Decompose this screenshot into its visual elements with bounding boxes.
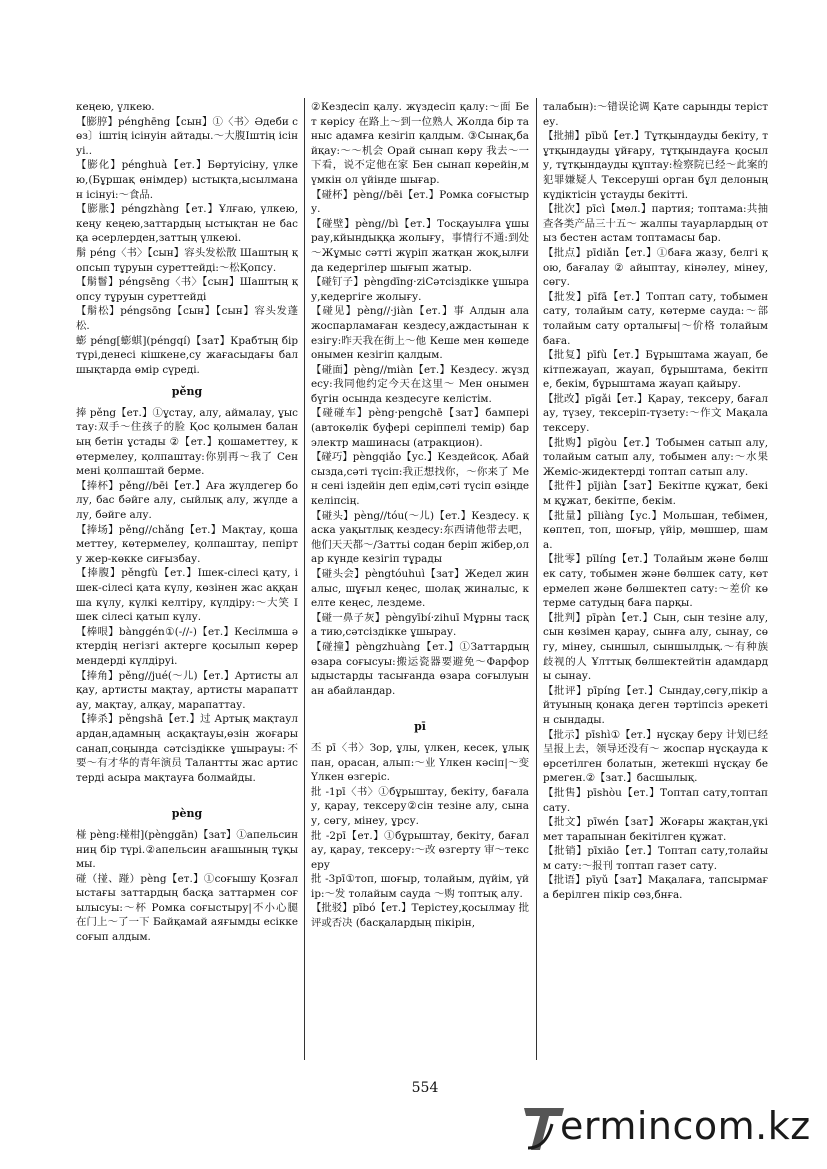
- dictionary-entry: 【碰见】pèng//·jiàn【ет.】事 Алдын ала жоспарламаған кездесу,аждастынан кезігу:昨天我在街上～他 Кеше мен көшеде онымен кезігіп қалдым.: [311, 305, 529, 362]
- dictionary-entry: 碰（掽、踫）pèng【ет.】①соғышу Қозғалыстағы заттардың басқа заттармен соғылысуы:～杯 Ромка соғыстыру|不小心腿在门上～了一下 Байқамай аяғымды есікке соғып алдым.: [76, 872, 298, 944]
- column-divider-1: [304, 98, 305, 1060]
- dictionary-entry: 【捧角】pěng//jué(～儿)【ет.】Артисты алқау, артисты мақтау, артисты марапаттау, мақтау, алқау, марапаттау.: [76, 669, 298, 711]
- dictionary-entry: 【鬅鬙】péngsēng〈书〉【сын】Шаштың қопсу тұруын суреттейді: [76, 276, 298, 303]
- termincom-logo: [522, 1098, 822, 1158]
- dictionary-entry: 捧 pěng【ет.】①ұстау, алу, аймалау, ұыстау:双手～住孩子的脸 Қос қолымен баланың бетін ұстады ②【ет.】қошаметтеу, көтермелеу, қолпаштау:你别再～我了 Сен мені қолпаштай берме.: [76, 406, 298, 478]
- dictionary-entry: 【批复】pīfù【ет.】Бұрыштама жауап, бекітпежауап, жауап, бұрыштама, бекітпе, бекім, бұрыштама жауап қайыру.: [543, 349, 768, 391]
- dictionary-entry: 【膨脝】pénghēng【сын】①〈书〉Әдеби сөз〕іштің ісінуін айтады.～大腹Іштің ісінуі..: [76, 115, 298, 157]
- dictionary-entry: 【碰杯】pèng//bēi【ет.】Ромка соғыстыру.: [311, 188, 529, 216]
- column-1: [76, 100, 298, 1050]
- column-3: [543, 100, 768, 1060]
- page-number: 554: [411, 1080, 439, 1096]
- dictionary-entry: 批 -2pī【ет.】①бұрыштау, бекіту, бағалау, қарау, тексеру:～改 өзгерту 审～тексеру: [311, 829, 529, 871]
- dictionary-entry: 【碰钉子】pèngdīng·ziСәтсіздікке ұшырау,кедергіге жолығу.: [311, 276, 529, 303]
- dictionary-entry: 【批语】pīyǔ【зат】Мақалаға, тапсырмаға берілген пікір сөз,бнға.: [543, 874, 768, 902]
- section-heading: pèng: [171, 807, 203, 821]
- dictionary-entry: 【膨胀】péngzhàng【ет.】Ұлғаю, үлкею, кеңу кеңею,заттардың ыстықтан не басқа әсерлерден,заттың үлкеюі.: [76, 203, 298, 245]
- dictionary-entry: 【批文】pīwén【зат】Жоғары жақтан,үкімет тарапынан бекітілген құжат.: [543, 816, 768, 843]
- dictionary-entry: 【批零】pīlíng【ет.】Толайым және бөлшек сату, тобымен және бөлшек сату, көтермелеп және бөлшектеп сату:～差价 көтерме сатудың баға парқы.: [543, 553, 768, 610]
- dictionary-entry: 【批改】pīgǎi【ет.】Қарау, тексеру, бағалау, түзеу, тексеріп-түзету:～作文 Мақала тексеру.: [543, 392, 768, 435]
- dictionary-entry: 批 -1pī〈书〉①бұрыштау, бекіту, бағалау, қарау, тексеру②сін тезіне алу, сынау, сөгу, мінеу, ұрсу.: [311, 785, 529, 827]
- dictionary-entry: 【批判】pīpàn【ет.】Сын, сын тезіне алу, сын көзімен қарау, сынға алу, сынау, сөгу, мінеу, сыншыл, сыншылдық.～有种族歧视的人 Ұлттық бөлшектейтін адамдарды сынау.: [543, 611, 768, 683]
- dictionary-entry: 蟛 péng[蟛蜞](péngqí)【зат】Крабтың бір түрі,денесі кішкене,су жағасыдағы балшықтарда өмір сүреді.: [76, 334, 298, 376]
- dictionary-entry: 【碰撞】pèngzhuàng【ет.】①Заттардың өзара соғысуы:搬运瓷器要避免～Фарфор ыдыстарды тасығанда өзара соғылуынан абайландар.: [311, 640, 529, 697]
- dictionary-entry: 【批示】pīshì①【ет.】нұсқау беру 计划已经呈报上去，领导还没有～ жоспар нұсқауда көрсетілген болатын, жетекші нұсқау бермеген.②【зат.】басшылық.: [543, 728, 768, 785]
- dictionary-entry: 【批捕】pībǔ【ет.】Тұтқындауды бекіту, тұтқындауды ұйғару, тұтқындауға қосылу, тұтқындауды құптау:检察院已经～此案的犯罪嫌疑人 Тексеруші орган бұл делоның күдіктісін ұстауды бекітті.: [543, 130, 768, 201]
- dictionary-entry: ②Кездесіп қалу. жүздесіп қалу:～面 Бет көрісу 在路上～到一位熟人 Жолда бір таныс адамға кезігіп қалдым. ③Сынақ,байқау:～～机会 Орай сынап көру 我去～一下看，说不定他在家 Бен сынап көрейін,мүмкін ол үйінде шығар.: [311, 101, 529, 186]
- dictionary-entry: 【碰头会】pèngtóuhuì【зат】Жедел жиналыс, шұғыл кеңес, шолақ жиналыс, келте кеңес, лездеме.: [311, 568, 529, 610]
- dictionary-entry: 【碰面】pèng//miàn【ет.】Кездесу. жүздесу:我同他约定今天在这里～ Мен онымен бүгін осында кездесуге келістім.: [311, 363, 529, 405]
- section-heading: pī: [414, 720, 426, 734]
- dictionary-entry: 【捧场】pěng//chǎng【ет.】Мақтау, қошаметтеу, көтермелеу, қолпаштау, пепірту жер-көкке сиғызбау.: [76, 523, 298, 565]
- dictionary-entry: кеңею, үлкею.: [76, 101, 155, 113]
- dictionary-entry: 丕 pī〈书〉Зор, ұлы, үлкен, кесек, ұлықпан, орасан, алып:～业 Үлкен кәсіп|～变 Үлкен өзгеріс.: [311, 741, 529, 784]
- dictionary-entry: 【批量】pīliàng【ус.】Мольшан, тебімен, көптеп, топ, шоғыр, үйір, мөшшер, шама.: [543, 509, 768, 551]
- dictionary-entry: 【捧杯】pěng//bēi【ет.】Аға жүлдегер болу, бас бәйге алу, сыйлық алу, жүлде алу, бәйге алу.: [76, 479, 298, 522]
- dictionary-entry: 【批售】pīshòu【ет.】Топтап сату,топтап сату.: [543, 786, 768, 814]
- dictionary-entry: 【碰头】pèng//tóu(～儿)【ет.】Кездесу. қаска уақытлық кездесу:东西请他带去吧，他们天天都～/Заттьі содан беріп жібер,олар күнде кезігіп тұрады: [311, 509, 529, 566]
- spacer: [311, 698, 529, 712]
- dictionary-entry: 椪 pèng:椪柑](pènggān)【зат】①апельсинниң бір түрі.②апельсин ағашының тұқымы.: [76, 828, 298, 871]
- dictionary-entry: 【批发】pīfā【ет.】Топтап сату, тобымен сату, толайым сату, көтерме сауда:～部 толайым сату орталығы|～价格 толайым баға.: [543, 290, 768, 347]
- section-heading: pěng: [171, 385, 203, 399]
- spacer: [76, 785, 298, 799]
- logo-text: ermincom.kz: [560, 1104, 811, 1148]
- dictionary-entry: 【鬅松】péngsōng【сын】【сын】容头发蓬松.: [76, 305, 298, 332]
- dictionary-entry: 【碰巧】pèngqiǎo【ус.】Кездейсоқ. Абайсызда,сәті түсіп:我正想找你，～你来了 Мен сені іздейін деп едім,сәті түсіп өзіңде келіпсің.: [311, 451, 529, 508]
- dictionary-entry: 【批件】pījiàn【зат】Бекітпе құжат, бекім құжат, бекітпе, бекім.: [543, 480, 768, 508]
- dictionary-entry: 【碰一鼻子灰】pèngyībí·zihuī Мұрны тасқа тию,сәтсіздікке ұшырау.: [311, 611, 529, 639]
- dictionary-entry: 【棒哏】bànggén①(-//-)【ет.】Кесілмша әктердің негізгі актерге қосылып көрермендерді күлдіруі.: [76, 625, 298, 667]
- dictionary-entry: 【捧腹】pěngfù【ет.】Ішек-сілесі қату, ішек-сілесі қата күлу, көзінен жас аққанша күлу, күлкі келтіру, күлдіру:～大笑 Ішек сілесі қатып күлу.: [76, 567, 298, 624]
- column-2: [311, 100, 529, 1050]
- dictionary-entry: 【批销】pīxiāo【ет.】Топтап сату,толайым сату:～报刊 топтап газет сату.: [543, 845, 768, 872]
- dictionary-entry: 批 -3pī①топ, шоғыр, толайым, дүйім, үйір:～发 толайым сауда ～购 топтық алу.: [311, 873, 529, 900]
- dictionary-entry: 【批次】pīcì【мөл.】партия; топтама:共抽查各类产品三十五～ жалпы тауарлардың отыз бестен астам топтамасы бар.: [543, 203, 768, 245]
- dictionary-entry: 【碰碰车】pèng·pengchē【зат】бампері (автокөлік буфері серіппелі темір) бар электр машинасы (атракцион).: [311, 407, 529, 449]
- dictionary-entry: 【膨化】pénghuà【ет.】Бөртуісіну, үлкею,(Бұршақ өнімдер) ыстықта,ысылманан ісінуі:～食品.: [76, 159, 298, 201]
- dictionary-entry: 【批评】pīpíng【ет.】Сындау,сөгу,пікір айтуының қонақа деген тәртіпсіз әрекетін сындады.: [543, 684, 768, 726]
- dictionary-entry: 【批点】pīdiǎn【ет.】①баға жазу, белгі қою, бағалау ② айыптау, кінәлеу, мінеу, сөгу.: [543, 246, 768, 289]
- dictionary-entry: 【碰壁】pèng//bì【ет.】Тосқауылға ұшырау,кйындыққа жолығу，事情行不通:到处～Жұмыс сәтті жүріп жатқан жоқ,ылғида кедергілер шығып жатыр.: [311, 217, 529, 274]
- dictionary-entry: 【批购】pīgòu【ет.】Тобымен сатып алу, толайым сатып алу, тобымен алу:～水果 Жеміс-жидектерді топтап сатып алу.: [543, 436, 768, 478]
- column-divider-2: [536, 98, 537, 1060]
- dictionary-entry: талабын):～错误论调 Қате сарынды терістеу.: [543, 101, 768, 128]
- dictionary-entry: 【批驳】pībó【ет.】Терістеу,қосылмау 批评或否决 (басқалардың пікірін,: [311, 902, 529, 930]
- dictionary-entry: 鬅 péng〈书〉【сын】容头发松散 Шаштың қопсып тұруын суреттейді:～松Қопсу.: [76, 246, 298, 274]
- dictionary-entry: 【捧杀】pěngshā【ет.】过 Артық мақтаулардан,адамның асқақтауы,өзін жоғары санап,соңында сәтсіздікке ұшырауы:不要～有才华的青年演员 Талантты жас артистерді асыра мақтауға болмайды.: [76, 713, 298, 784]
